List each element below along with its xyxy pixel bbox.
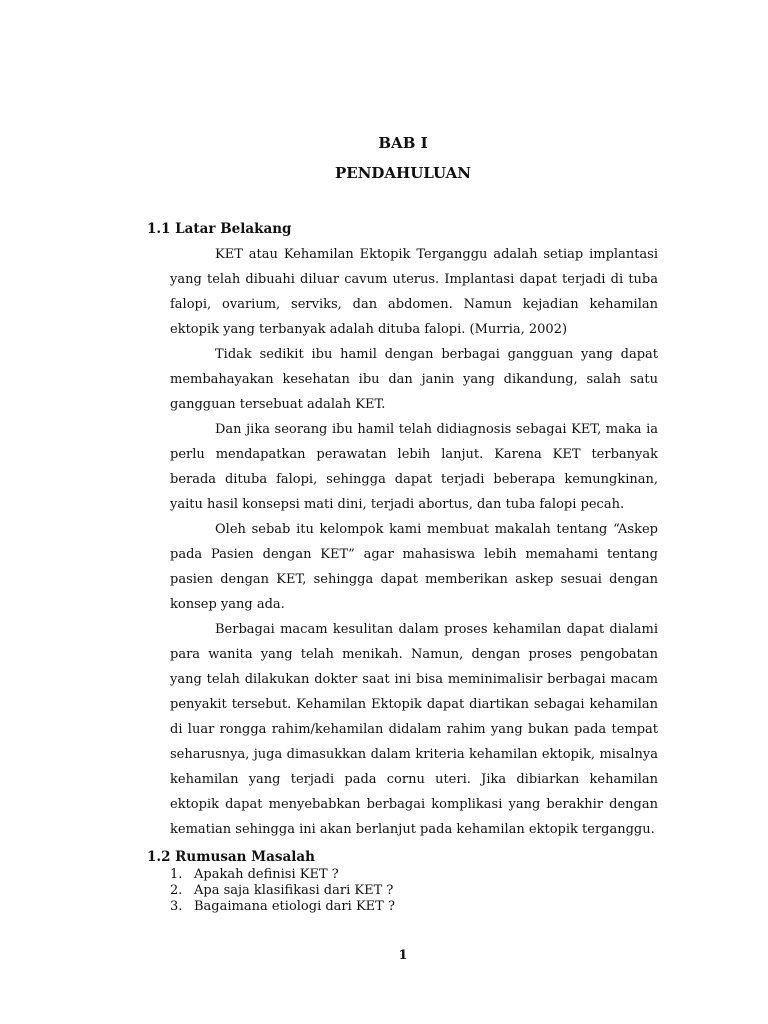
problem-list bbox=[170, 867, 395, 915]
paragraph: Berbagai macam kesulitan dalam proses kehamilan dapat dialami para wanita yang telah menikah. Namun, dengan proses pengobatan yang telah dilakukan dokter saat ini bisa meminimalisir berbagai macam penyakit tersebut. Kehamilan Ektopik dapat diartikan sebagai kehamilan di luar rongga rahim/kehamilan didalam rahim yang bukan pada tempat seharusnya, juga dimasukkan dalam kriteria kehamilan ektopik, misalnya kehamilan yang terjadi pada cornu uteri. Jika dibiarkan kehamilan ektopik dapat menyebabkan berbagai komplikasi yang berakhir dengan kematian sehingga ini akan berlanjut pada kehamilan ektopik terganggu. bbox=[170, 622, 658, 837]
list-item-number: 1. bbox=[170, 867, 183, 882]
chapter-number: BAB I bbox=[378, 134, 428, 152]
list-item-text: Bagaimana etiologi dari KET ? bbox=[194, 899, 395, 914]
section-body-latar-belakang bbox=[170, 242, 658, 842]
paragraph: KET atau Kehamilan Ektopik Terganggu adalah setiap implantasi yang telah dibuahi diluar cavum uterus. Implantasi dapat terjadi di tuba falopi, ovarium, serviks, dan abdomen. Namun kejadian kehamilan ektopik yang terbanyak adalah dituba falopi. (Murria, 2002) bbox=[170, 247, 658, 337]
list-item-number: 3. bbox=[170, 899, 183, 914]
list-item-number: 2. bbox=[170, 883, 183, 898]
paragraph: Dan jika seorang ibu hamil telah didiagnosis sebagai KET, maka ia perlu mendapatkan perawatan lebih lanjut. Karena KET terbanyak berada dituba falopi, sehingga dapat terjadi beberapa kemungkinan, yaitu hasil konsepsi mati dini, terjadi abortus, dan tuba falopi pecah. bbox=[170, 422, 658, 512]
list-item bbox=[170, 883, 395, 899]
list-item bbox=[170, 867, 395, 883]
list-item bbox=[170, 899, 395, 915]
section-heading-latar-belakang: 1.1 Latar Belakang bbox=[147, 221, 292, 237]
list-item-text: Apakah definisi KET ? bbox=[194, 867, 339, 882]
section-heading-rumusan-masalah: 1.2 Rumusan Masalah bbox=[147, 849, 315, 865]
paragraph: Oleh sebab itu kelompok kami membuat makalah tentang “Askep pada Pasien dengan KET” agar mahasiswa lebih memahami tentang pasien dengan KET, sehingga dapat memberikan askep sesuai dengan konsep yang ada. bbox=[170, 522, 658, 612]
page-number: 1 bbox=[398, 948, 408, 963]
list-item-text: Apa saja klasifikasi dari KET ? bbox=[194, 883, 394, 898]
chapter-title: PENDAHULUAN bbox=[334, 164, 472, 182]
paragraph: Tidak sedikit ibu hamil dengan berbagai gangguan yang dapat membahayakan kesehatan ibu dan janin yang dikandung, salah satu gangguan tersebuat adalah KET. bbox=[170, 347, 658, 412]
